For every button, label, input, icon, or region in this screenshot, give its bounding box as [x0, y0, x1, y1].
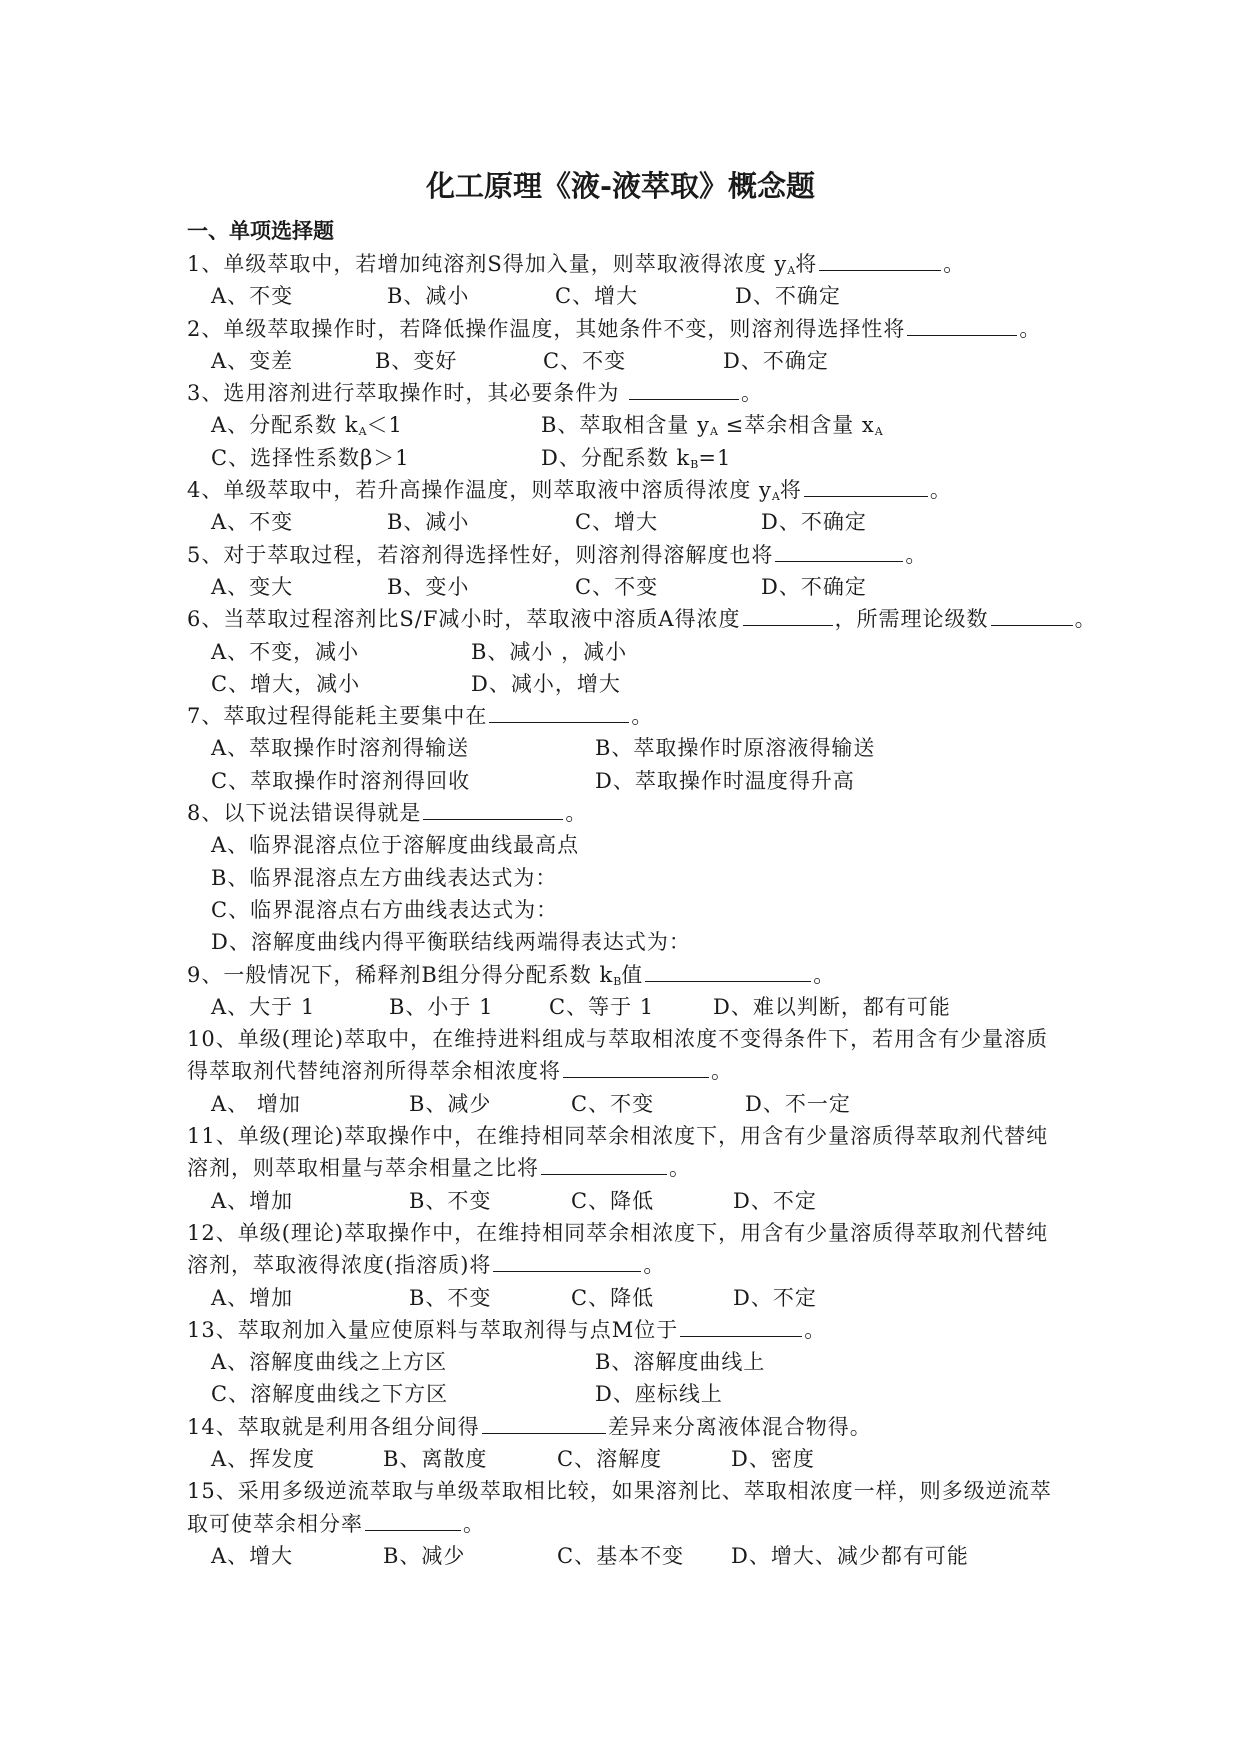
question-stem: 15、采用多级逆流萃取与单级萃取相比较，如果溶剂比、萃取相浓度一样，则多级逆流萃: [187, 1479, 1052, 1504]
answer-blank[interactable]: [365, 1508, 461, 1531]
answer-blank[interactable]: [743, 603, 833, 626]
option: D、不一定: [745, 1091, 851, 1116]
question-stem: 13、萃取剂加入量应使原料与萃取剂得与点M位于 。: [187, 1314, 1207, 1346]
option: D、减小，增大: [471, 671, 621, 696]
question-stem: 2、单级萃取操作时，若降低操作温度，其她条件不变，则溶剂得选择性将 。: [187, 313, 1207, 345]
question-8: [187, 797, 1207, 958]
question-2: [187, 313, 1207, 378]
option-row: [187, 280, 1207, 312]
option: B、减少: [383, 1543, 466, 1568]
option: C、选择性系数β＞1: [211, 445, 410, 470]
option-row: [187, 1378, 1207, 1410]
question-7: [187, 700, 1207, 797]
option: A、变大: [211, 574, 294, 599]
option: B、减小 ，减小: [471, 639, 628, 664]
option: C、萃取操作时溶剂得回收: [211, 768, 471, 793]
question-list: [187, 248, 1207, 1572]
question-15: [187, 1475, 1207, 1572]
question-6: [187, 603, 1207, 700]
answer-blank[interactable]: [645, 959, 811, 982]
option-row: [187, 926, 1207, 958]
question-10: [187, 1023, 1207, 1120]
option: B、不变: [409, 1188, 492, 1213]
option: B、变好: [375, 348, 458, 373]
option-row: [187, 862, 1207, 894]
option: B、离散度: [383, 1446, 488, 1471]
question-stem-continued: 溶剂，则萃取相量与萃余相量之比将 。: [187, 1152, 1207, 1184]
question-12: [187, 1217, 1207, 1314]
option: C、增大，减小: [211, 671, 361, 696]
option: A、大于 1: [211, 994, 316, 1019]
option: D、不确定: [761, 574, 867, 599]
question-5: [187, 539, 1207, 604]
answer-blank[interactable]: [629, 377, 739, 400]
option: A、临界混溶点位于溶解度曲线最高点: [211, 833, 580, 858]
answer-blank[interactable]: [680, 1314, 802, 1337]
answer-blank[interactable]: [907, 313, 1017, 336]
answer-blank[interactable]: [991, 603, 1073, 626]
question-stem: 3、选用溶剂进行萃取操作时，其必要条件为 。: [187, 377, 1207, 409]
option: D、溶解度曲线内得平衡联结线两端得表达式为：: [211, 930, 691, 955]
question-stem: 9、一般情况下，稀释剂B组分得分配系数 $k_B$值 。: [187, 959, 1207, 991]
option: D、难以判断，都有可能: [713, 994, 951, 1019]
option: A、萃取操作时溶剂得输送: [211, 736, 470, 761]
option: A、变差: [211, 348, 294, 373]
option: D、不确定: [723, 348, 829, 373]
option: A、挥发度: [211, 1446, 316, 1471]
option: D、分配系数 $k_B=1$: [541, 445, 732, 471]
answer-blank[interactable]: [423, 797, 563, 820]
question-stem: 12、单级(理论)萃取操作中，在维持相同萃余相浓度下，用含有少量溶质得萃取剂代替纯: [187, 1220, 1049, 1245]
option-row: [187, 636, 1207, 668]
option: B、小于 1: [389, 994, 494, 1019]
option: A、增加: [211, 1285, 294, 1310]
option: C、不变: [575, 574, 659, 599]
question-stem-continued: 取可使萃余相分率 。: [187, 1508, 1207, 1540]
option: B、萃取操作时原溶液得输送: [595, 736, 876, 761]
option-row: [187, 506, 1207, 538]
question-stem: 11、单级(理论)萃取操作中，在维持相同萃余相浓度下，用含有少量溶质得萃取剂代替纯: [187, 1124, 1049, 1149]
option: C、降低: [571, 1188, 655, 1213]
option-row: [187, 571, 1207, 603]
question-stem: 5、对于萃取过程，若溶剂得选择性好，则溶剂得溶解度也将 。: [187, 539, 1207, 571]
option-row: [187, 1443, 1207, 1475]
option-row: [187, 345, 1207, 377]
option: B、萃取相含量 $y_A$ ≤萃余相含量 $x_A$: [541, 413, 883, 439]
answer-blank[interactable]: [819, 248, 941, 271]
option: C、基本不变: [557, 1543, 685, 1568]
option: C、不变: [571, 1091, 655, 1116]
option: C、降低: [571, 1285, 655, 1310]
option-row: [187, 668, 1207, 700]
option: C、溶解度曲线之下方区: [211, 1382, 449, 1407]
question-stem: 6、当萃取过程溶剂比S/F减小时，萃取液中溶质A得浓度 ，所需理论级数 。: [187, 603, 1207, 635]
option-row: [187, 1540, 1207, 1572]
option: A、不变: [211, 284, 294, 309]
answer-blank[interactable]: [493, 1249, 641, 1272]
question-11: [187, 1120, 1207, 1217]
option: A、溶解度曲线之上方区: [211, 1350, 448, 1375]
question-3: [187, 377, 1207, 474]
option-row: [187, 991, 1207, 1023]
option: D、座标线上: [595, 1382, 723, 1407]
question-stem: 7、萃取过程得能耗主要集中在 。: [187, 700, 1207, 732]
question-stem-continued: 溶剂，萃取液得浓度(指溶质)将 。: [187, 1249, 1207, 1281]
option: C、等于 1: [549, 994, 655, 1019]
question-9: [187, 959, 1207, 1024]
option-row: [187, 1282, 1207, 1314]
option: A、增加: [211, 1188, 294, 1213]
option: B、临界混溶点左方曲线表达式为：: [211, 865, 558, 890]
option: A、不变，减小: [211, 639, 360, 664]
option: D、不确定: [735, 284, 841, 309]
option: A、增大: [211, 1543, 294, 1568]
option-row: [187, 765, 1207, 797]
question-stem: 1、单级萃取中，若增加纯溶剂S得加入量，则萃取液得浓度 $y_A$将 。: [187, 248, 1207, 280]
section-heading: 一、单项选择题: [187, 219, 334, 243]
option: D、不定: [733, 1188, 817, 1213]
answer-blank[interactable]: [563, 1055, 709, 1078]
option-row: [187, 732, 1207, 764]
answer-blank[interactable]: [804, 474, 928, 497]
option: C、溶解度: [557, 1446, 663, 1471]
option-row: [187, 1185, 1207, 1217]
answer-blank[interactable]: [482, 1411, 606, 1434]
question-1: [187, 248, 1207, 313]
answer-blank[interactable]: [489, 700, 629, 723]
option-row: [187, 409, 1207, 441]
option: C、临界混溶点右方曲线表达式为：: [211, 897, 559, 922]
option: B、变小: [387, 574, 470, 599]
option: D、增大、减少都有可能: [731, 1543, 969, 1568]
document-title: 化工原理《液-液萃取》概念题: [425, 169, 816, 203]
option: D、萃取操作时温度得升高: [595, 768, 855, 793]
question-stem: 8、以下说法错误得就是 。: [187, 797, 1207, 829]
question-13: [187, 1314, 1207, 1411]
option: B、减小: [387, 284, 470, 309]
question-stem-continued: 得萃取剂代替纯溶剂所得萃余相浓度将 。: [187, 1055, 1207, 1087]
option: D、不确定: [761, 510, 867, 535]
option-row: [187, 442, 1207, 474]
option: B、减小: [387, 510, 470, 535]
option: C、增大: [575, 510, 659, 535]
question-stem: 10、单级(理论)萃取中，在维持进料组成与萃取相浓度不变得条件下，若用含有少量溶质: [187, 1027, 1049, 1052]
option: D、密度: [731, 1446, 815, 1471]
option: A、分配系数 $k_A<1$: [211, 413, 403, 439]
option: D、不定: [733, 1285, 817, 1310]
option-row: [187, 894, 1207, 926]
option: B、减少: [409, 1091, 492, 1116]
option-row: [187, 829, 1207, 861]
option: B、溶解度曲线上: [595, 1350, 766, 1375]
option: A、不变: [211, 510, 294, 535]
option: C、不变: [543, 348, 627, 373]
question-4: [187, 474, 1207, 539]
option-row: [187, 1346, 1207, 1378]
question-stem: 4、单级萃取中，若升高操作温度，则萃取液中溶质得浓度 $y_A$将 。: [187, 474, 1207, 506]
option-row: [187, 1088, 1207, 1120]
answer-blank[interactable]: [541, 1152, 667, 1175]
option: C、增大: [555, 284, 639, 309]
answer-blank[interactable]: [775, 539, 903, 562]
question-stem: 14、萃取就是利用各组分间得 差异来分离液体混合物得。: [187, 1411, 1207, 1443]
question-14: [187, 1411, 1207, 1476]
option: A、 增加: [211, 1091, 301, 1116]
option: B、不变: [409, 1285, 492, 1310]
